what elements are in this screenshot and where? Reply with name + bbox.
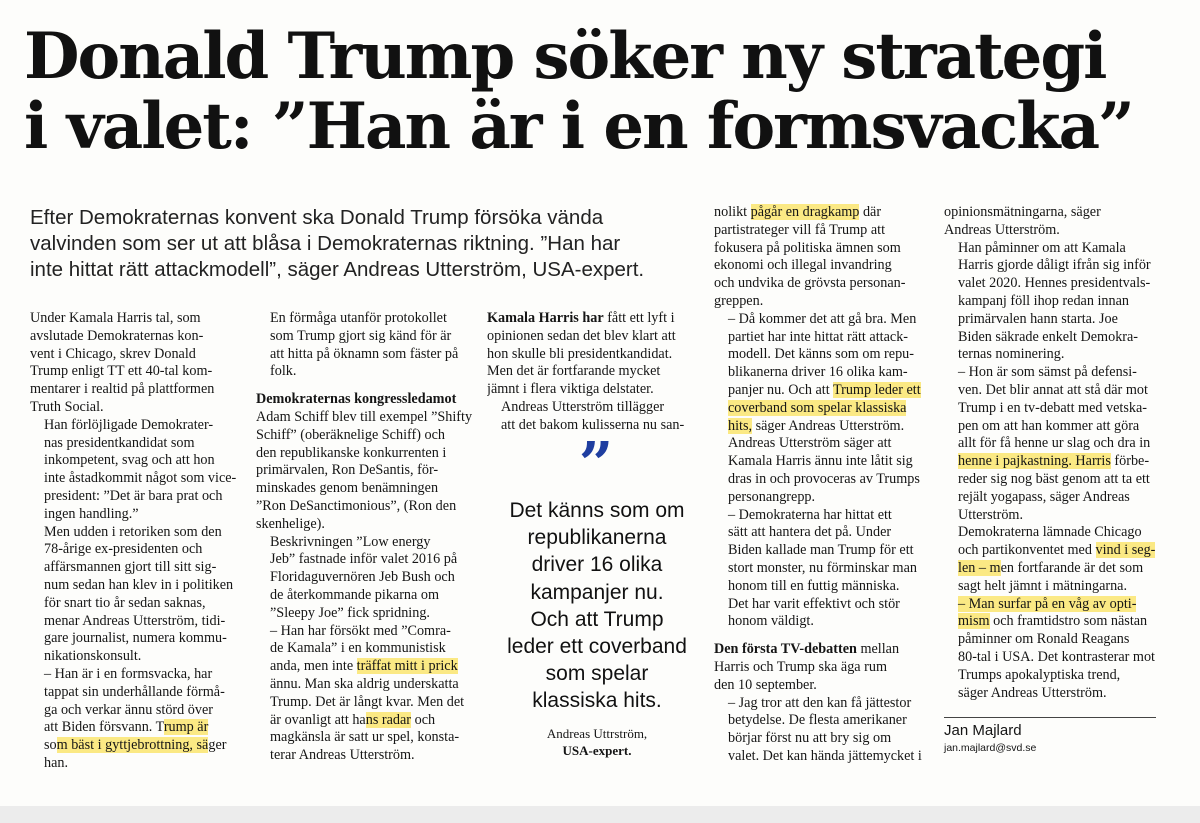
text-run: modell. Det känns som om repu- [728,346,914,363]
ingress-line: Efter Demokraternas konvent ska Donald Trump försöka vända [30,206,604,229]
text-run: panjer nu. Och att [728,381,833,398]
body-paragraph [30,417,242,524]
body-paragraph [256,623,474,765]
text-run: den 10 september. [714,676,817,693]
text-run: ven. Det blir annat att stå där mot [958,381,1148,398]
text-run: Biden kallade man Trump för ett [728,542,914,559]
text-run: Men udden i retoriken som den [44,523,222,540]
text-line [30,435,242,453]
byline-divider [944,717,1156,718]
text-line [714,578,926,596]
text-run: ternas nominering. [958,346,1065,363]
text-line [256,427,474,445]
subheading-text: Kamala Harris har [487,310,604,326]
text-run: Utterström. [958,506,1024,523]
text-line [944,471,1158,489]
text-line [256,694,474,712]
text-line [714,748,926,766]
text-run: förbe- [1110,453,1150,470]
text-run: – Demokraterna har hittat ett [728,506,892,523]
text-line [944,311,1158,329]
bottom-bar [0,806,1200,823]
subheading-text: Demokraternas kongressledamot [256,391,457,408]
text-line [714,293,926,311]
text-line [944,560,1158,578]
article-column-3 [487,310,697,435]
text-line [30,346,242,364]
attribution-title: USA-expert. [562,743,632,758]
body-paragraph [256,391,474,533]
text-run: Jeb” fastnade inför valet 2016 på [270,551,458,568]
text-line [30,648,242,666]
attribution-name: Andreas Uttrström, [546,726,648,741]
text-line [714,382,926,400]
text-line [944,507,1158,525]
text-run: honom till en futtig människa. [728,577,900,594]
text-line [944,489,1158,507]
text-line [30,702,242,720]
text-line [714,524,926,542]
pull-quote-line: kampanjer nu. [530,580,664,604]
text-line [714,257,926,275]
text-run: – Jag tror att den kan få jättestor [728,694,912,711]
text-line [944,222,1158,240]
body-paragraph [944,204,1158,240]
body-paragraph [944,524,1158,595]
text-run: att Biden försvann. T [44,719,164,736]
text-line [30,470,242,488]
highlighted-text: – [958,595,969,612]
body-paragraph [944,596,1158,703]
text-run: Demokraterna lämnade Chicago [958,524,1142,541]
text-run: – Då kommer det att gå bra. Men [728,310,917,327]
highlighted-text: henne i pajkastning. Harris [958,453,1111,470]
text-run: minskades genom benämningen [256,480,439,497]
text-run: jämnt i flera viktiga delstater. [487,381,654,398]
text-line [30,559,242,577]
text-line [30,577,242,595]
text-line [944,435,1158,453]
text-line [256,587,474,605]
text-run: sagt helt jämnt i mätningarna. [958,577,1128,594]
text-line [714,329,926,347]
ingress [30,205,698,283]
body-paragraph [944,240,1158,365]
text-line [944,631,1158,649]
text-run: ekonomi och illegal invandring [714,257,892,274]
ingress-line: valvinden som ser ut att blåsa i Demokraternas riktning. ”Han har [30,232,621,255]
text-line [256,534,474,552]
text-line [30,452,242,470]
highlighted-text: pågår en dragkamp [750,204,860,220]
text-line [944,578,1158,596]
text-line [256,363,474,381]
text-line [256,569,474,587]
text-run: ”Sleepy Joe” fick spridning. [270,604,430,621]
text-run: reder sig nog bäst genom att ta ett [958,470,1150,487]
text-line [256,729,474,747]
text-line [256,310,474,328]
text-line [714,471,926,489]
text-line [714,222,926,240]
text-line [714,240,926,258]
text-run: anda, men inte [270,658,357,675]
text-run: mellan [856,641,900,658]
text-run: Harris gjorde dåligt ifrån sig inför [958,257,1151,274]
text-line [714,542,926,560]
text-line [256,480,474,498]
body-paragraph [714,435,926,506]
text-run: folk. [270,363,297,380]
text-run: Trump i en tv-debatt med vetska- [958,399,1148,416]
text-run: Under Kamala Harris tal, som [30,310,201,326]
text-run: Trump enligt TT ett 40-tal kom- [30,363,213,380]
text-line [714,311,926,329]
text-run: där [859,204,882,220]
highlighted-text: hits, [728,417,753,434]
text-run: Andreas Utterström säger att [728,435,892,452]
text-run: opinionsmätningarna, säger [944,204,1101,220]
pull-quote-attribution [482,725,712,759]
text-run: säger Andreas Utterström. [752,417,905,434]
highlighted-text: len – m [958,559,1001,576]
text-line [256,747,474,765]
ingress-line: inte hittat rätt attackmodell”, säger Andreas Utterström, USA-expert. [30,258,645,281]
text-line [256,328,474,346]
headline-line: i valet: ”Han är i en formsvacka” [24,89,1133,164]
text-run: 80-tal i USA. Det kontrasterar mot [958,648,1156,665]
text-line [30,488,242,506]
text-run: Det har varit effektivt och stör [728,595,900,612]
text-run: – Hon är som sämst på defensi- [958,364,1137,381]
pull-quote-line: klassiska hits. [532,689,662,713]
text-run: terar Andreas Utterström. [270,747,415,764]
text-run: och [411,711,436,728]
text-line [30,399,242,417]
text-line [944,257,1158,275]
text-line [944,346,1158,364]
text-run: so [44,737,57,754]
text-run: är ovanligt att ha [270,711,366,728]
text-run: och undvika de grövsta personan- [714,275,906,292]
text-line [714,613,926,631]
text-run: att hitta på öknamn som fäster på [270,345,459,362]
text-run: 78-årige ex-presidenten och [44,541,203,558]
text-line [30,381,242,399]
text-run: hon skulle bli presidentkandidat. [487,345,673,362]
text-line [256,658,474,676]
text-run: ingen handling.” [44,505,139,522]
text-line [944,329,1158,347]
article-column-1 [30,310,242,773]
text-run: gare journalist, numera kommu- [44,630,227,647]
text-run: nolikt [714,204,751,220]
text-line [714,507,926,525]
text-line [256,409,474,427]
text-run: primärvalen hann starta. Joe [958,310,1118,327]
text-line [714,659,926,677]
highlighted-text: ns radar [365,711,412,728]
text-line [944,240,1158,258]
highlighted-text: träffat mitt i prick [356,658,458,675]
text-run: honom väldigt. [728,613,814,630]
text-line [487,310,697,328]
text-run: dras in och provoceras av Trumps [728,470,920,487]
text-run: ännu. Man ska aldrig underskatta [270,675,459,692]
pull-quote-line: driver 16 olika [531,553,663,577]
text-run: kampanj föll ihop redan innan [958,292,1129,309]
text-line [714,560,926,578]
text-run: greppen. [714,292,764,309]
text-run: Truth Social. [30,398,104,415]
text-run: vent i Chicago, skrev Donald [30,345,196,362]
quote-mark-icon: ” [578,430,614,500]
text-run: Men det är fortfarande mycket [487,363,661,380]
text-line [944,382,1158,400]
text-line [714,364,926,382]
text-run: inte åstadkommit något som vice- [44,470,237,487]
byline-name: Jan Majlard [944,722,1022,739]
text-line [714,453,926,471]
text-line [944,275,1158,293]
text-run: Han påminner om att Kamala [958,239,1126,256]
highlighted-text: rump är [163,719,209,736]
text-line [30,719,242,737]
body-paragraph [256,310,474,381]
text-line [714,712,926,730]
text-line [30,506,242,524]
text-line [714,346,926,364]
text-run: fått ett lyft i [603,310,675,326]
text-line [944,293,1158,311]
text-run: ga och verkar ännu störd över [44,701,214,718]
text-run: Beskrivningen ”Low energy [270,533,431,550]
text-line [30,630,242,648]
text-run: en fortfarande är det som [1000,559,1144,576]
text-line [30,541,242,559]
body-paragraph [487,310,697,399]
text-line [30,755,242,773]
text-run: opinionen sedan det blev klart att [487,327,676,344]
byline-email[interactable]: jan.majlard@svd.se [944,742,1037,754]
text-run: och framtidstro som nästan [989,613,1148,630]
text-line [256,516,474,534]
text-run: Schiff” (oberäknelige Schiff) och [256,426,445,443]
text-line [256,712,474,730]
body-paragraph [714,507,926,632]
text-line [487,381,697,399]
text-run: mentarer i realtid på plattformen [30,381,215,398]
body-paragraph [256,534,474,623]
highlighted-text: Man surfar på en våg av opti- [968,595,1137,612]
pull-quote-line: republikanerna [527,526,667,550]
text-run: magkänsla är satt ur spel, konsta- [270,729,460,746]
text-line [944,542,1158,560]
text-run: valet. Det kan hända jättemycket i [728,747,922,764]
text-run: blikanerna driver 16 olika kam- [728,364,908,381]
text-line [944,364,1158,382]
text-line [714,489,926,507]
text-line [487,328,697,346]
text-run: stort monster, nu förminskar man [728,559,917,576]
text-line [30,310,242,328]
text-line [944,667,1158,685]
text-run: Andreas Utterström tillägger [501,398,665,415]
text-run: Han förlöjligade Demokrater- [44,416,214,433]
body-paragraph [714,204,926,311]
text-run: som Trump gjort sig känd för är [270,327,452,344]
text-run: de Kamala” i en kommunistisk [270,640,446,657]
text-line [256,445,474,463]
text-line [256,346,474,364]
text-line [30,684,242,702]
text-line [944,613,1158,631]
text-run: Adam Schiff blev till exempel ”Shifty [256,408,473,425]
text-line [256,391,474,409]
text-line [487,346,697,364]
text-run: och partikonventet med [958,542,1096,559]
text-line [714,641,926,659]
body-paragraph [30,524,242,666]
text-line [256,640,474,658]
text-line [714,596,926,614]
text-line [256,676,474,694]
text-run: inkompetent, svag och att hon [44,452,215,469]
article-column-4 [714,204,926,766]
article-column-2 [256,310,474,765]
headline-line: Donald Trump söker ny strategi [24,19,1106,94]
body-paragraph [714,695,926,766]
text-run: att det bakom kulisserna nu san- [501,416,685,433]
text-line [944,524,1158,542]
text-run: ”Ron DeSanctimonious”, (Ron den [256,497,457,514]
text-run: Trump. Det är långt kvar. Men det [270,693,465,710]
article-column-5 [944,204,1158,702]
text-run: valet 2020. Hennes presidentvals- [958,275,1151,292]
text-run: Floridaguvernören Jeb Bush och [270,569,455,586]
text-run: Trumps apokalyptiska trend, [958,666,1121,683]
text-run: börjar först nu att bry sig om [728,730,892,747]
text-line [714,677,926,695]
text-line [256,462,474,480]
pull-quote-line: Och att Trump [530,607,664,631]
text-run: han. [44,754,69,771]
text-line [30,363,242,381]
text-run: Harris och Trump ska äga rum [714,658,887,675]
highlighted-text: mism [958,613,990,630]
highlighted-text: Trump leder ett [832,381,921,398]
text-run: de återkommande pikarna om [270,586,440,603]
text-line [714,400,926,418]
text-run: betydelse. De flesta amerikaner [728,712,907,729]
text-run: – Han är i en formsvacka, har [44,665,213,682]
text-run: för snart tio år sedan saknas, [44,594,206,611]
text-run: sätt att hantera det på. Under [728,524,892,541]
text-run: fokusera på politiska ämnen som [714,239,901,256]
text-line [30,737,242,755]
body-paragraph [30,666,242,773]
text-line [944,453,1158,471]
text-line [30,595,242,613]
text-run: personangrepp. [728,488,816,505]
text-line [30,666,242,684]
text-run: skenhelige). [256,515,325,532]
text-line [944,418,1158,436]
body-paragraph [714,311,926,436]
text-line [714,435,926,453]
text-line [256,605,474,623]
text-run: pen om att han kommer att göra [958,417,1140,434]
text-line [256,623,474,641]
text-run: den republikanske konkurrenten i [256,444,447,461]
text-line [256,498,474,516]
text-line [30,613,242,631]
text-run: Biden säkrade enkelt Demokra- [958,328,1139,345]
text-run: säger Andreas Utterström. [958,684,1107,701]
text-line [30,417,242,435]
text-run: nas presidentkandidat som [44,434,195,451]
text-run: allt för få henne ur slag och dra in [958,435,1151,452]
pull-quote-line: Det känns som om [509,499,685,522]
text-run: affärsmannen gjort till sitt sig- [44,559,217,576]
text-line [30,328,242,346]
highlighted-text: coverband som spelar klassiska [728,399,907,416]
text-run: Andreas Utterström. [944,221,1060,238]
text-line [714,275,926,293]
text-run: – Han har försökt med ”Comra- [270,622,451,639]
text-line [944,204,1158,222]
text-line [30,524,242,542]
subheading-text: Den första TV-debatten [714,641,857,658]
text-line [714,204,926,222]
text-line [714,730,926,748]
text-run: partistrateger vill få Trump att [714,221,886,238]
text-line [256,551,474,569]
text-run: nikationskonsult. [44,648,142,665]
text-run: påminner om Ronald Reagans [958,631,1130,648]
text-line [487,363,697,381]
text-run: En förmåga utanför protokollet [270,310,447,326]
text-run: ger [208,737,227,754]
text-line [944,685,1158,703]
text-run: avslutade Demokraternas kon- [30,327,204,344]
text-line [487,399,697,417]
text-line [714,418,926,436]
text-run: president: ”Det är bara prat och [44,487,223,504]
headline [24,19,1184,164]
text-run: num sedan han klev in i politiken [44,576,234,593]
text-run: Kamala Harris ännu inte låtit sig [728,453,913,470]
highlighted-text: m bäst i gyttjebrottning, sä [56,737,209,754]
text-line [944,400,1158,418]
highlighted-text: vind i seg- [1095,542,1156,559]
pull-quote-line: leder ett coverband [507,635,687,659]
text-run: primärvalen, Ron DeSantis, för- [256,462,439,479]
body-paragraph [714,641,926,694]
text-run: partiet har inte hittat rätt attack- [728,328,909,345]
text-run: menar Andreas Utterström, tidi- [44,612,226,629]
pull-quote-line: som spelar [545,662,649,686]
text-run: tappat sin underhållande förmå- [44,683,225,700]
text-line [714,695,926,713]
body-paragraph [30,310,242,417]
pull-quote [482,497,712,715]
text-line [944,596,1158,614]
text-run: rejält yogapass, säger Andreas [958,488,1130,505]
body-paragraph [944,364,1158,524]
text-line [944,649,1158,667]
